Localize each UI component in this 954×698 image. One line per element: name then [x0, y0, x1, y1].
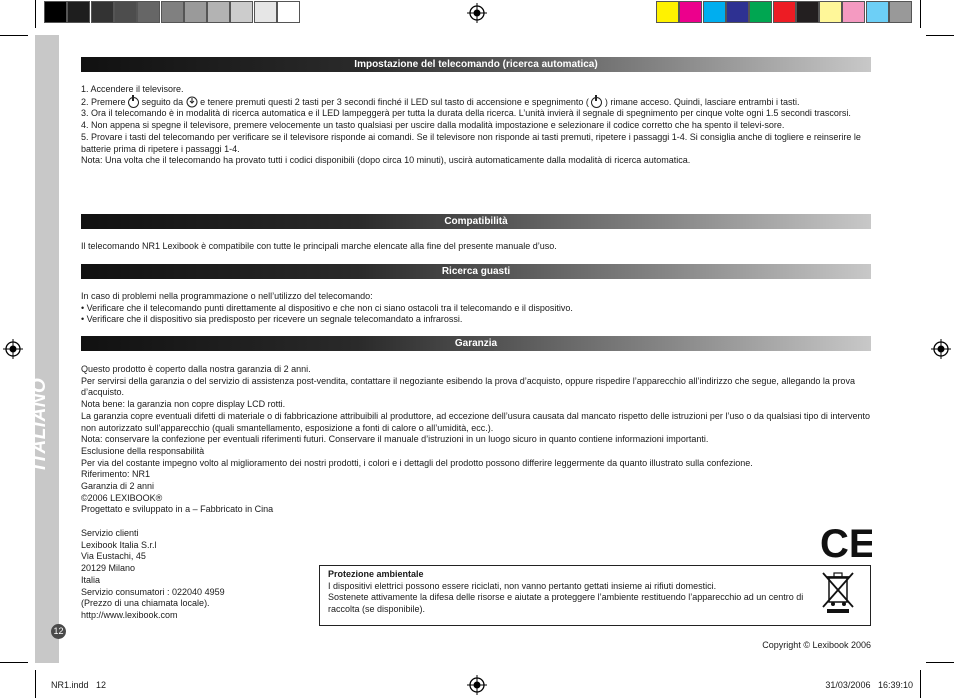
gray-swatch: [114, 1, 137, 23]
warranty-line: Riferimento: NR1: [81, 469, 151, 480]
gray-swatch: [44, 1, 67, 23]
color-swatch: [796, 1, 819, 23]
step2-text-b: seguito da: [141, 96, 184, 107]
warranty-line: Esclusione della responsabilità: [81, 445, 205, 456]
color-swatch: [749, 1, 772, 23]
step2-text-a: 2. Premere: [81, 96, 126, 107]
ce-mark-logo: [820, 524, 872, 562]
gray-swatch: [184, 1, 207, 23]
environment-title: [328, 569, 862, 581]
power-button-icon: [591, 97, 602, 108]
page-number: 12: [51, 624, 66, 639]
setup-note: Nota: Una volta che il telecomando ha provato tutti i codici disponibili (dopo circa 10 minuti), uscirà automaticamente dalla modalità di ricerca automatica.: [81, 155, 691, 166]
environment-line-1: I dispositivi elettrici possono essere riciclati, non vanno pertanto gettati insieme ai rifiuti domestici.: [328, 580, 717, 591]
registration-mark-icon: [467, 675, 487, 695]
warranty-line: Garanzia di 2 anni: [81, 481, 155, 492]
contact-line: Servizio clienti: [81, 528, 139, 538]
setup-step-1: 1. Accendere il televisore.: [81, 84, 184, 94]
crop-mark: [0, 35, 28, 36]
remote-setup-body: [81, 84, 871, 167]
copyright-notice: Copyright © Lexibook 2006: [762, 640, 871, 650]
color-swatch: [842, 1, 865, 23]
setup-step-2: [81, 96, 871, 109]
warranty-line: ©2006 LEXIBOOK®: [81, 492, 163, 503]
color-swatch: [656, 1, 679, 23]
color-swatch: [679, 1, 702, 23]
environment-title-text: Protezione ambientale: [328, 569, 424, 579]
troubleshooting-line: • Verificare che il dispositivo sia predisposto per ricevere un segnale telecomandato a infrarossi.: [81, 314, 463, 325]
environment-line-2: Sostenete attivamente la difesa delle risorse e aiutate a proteggere l’ambiente restituendo l’apparecchio ad un centro di raccolta (se disponibile).: [328, 592, 804, 614]
customer-service-contact: [81, 528, 311, 622]
crop-mark: [920, 0, 921, 28]
setup-button-icon: [186, 96, 198, 108]
warranty-line: La garanzia copre eventuali difetti di materiale o di fabbricazione attribuibili al produttore, ad eccezione dell’usura causata dal mancato rispetto delle istruzioni per l’uso o da qualsiasi tipo di intervento non autorizzato sull’apparecchio (quali smantellamento, esposizione a fonti di calore o all’umidità, ecc.).: [81, 410, 870, 433]
contact-line: Italia: [81, 574, 101, 585]
gray-swatch: [161, 1, 184, 23]
color-swatch: [726, 1, 749, 23]
color-swatch: [866, 1, 889, 23]
troubleshooting-line: • Verificare che il telecomando punti direttamente al dispositivo e che non ci siano ostacoli tra il telecomando e il dispositivo.: [81, 302, 573, 313]
step2-text-d: ) rimane acceso. Quindi, lasciare entrambi i tasti.: [604, 96, 800, 107]
crop-mark: [0, 662, 28, 663]
gray-swatch: [207, 1, 230, 23]
gray-swatch: [254, 1, 277, 23]
crop-mark: [35, 0, 36, 28]
gray-swatch: [277, 1, 300, 23]
color-swatch: [773, 1, 796, 23]
warranty-line: Nota: conservare la confezione per eventuali riferimenti futuri. Conservare il manuale d’istruzioni in un luogo sicuro in quanto contiene informazioni importanti.: [81, 434, 709, 445]
warranty-line: Per via del costante impegno volto al miglioramento dei nostri prodotti, i colori e i dettagli del prodotto possono differire leggermente da quanto illustrato sulla confezione.: [81, 457, 753, 468]
contact-line: Servizio consumatori : 022040 4959: [81, 586, 225, 597]
contact-line: Via Eustachi, 45: [81, 551, 146, 562]
gray-swatch: [137, 1, 160, 23]
registration-mark-icon: [931, 339, 951, 359]
warranty-line: Nota bene: la garanzia non copre display LCD rotti.: [81, 399, 286, 410]
contact-line: 20129 Milano: [81, 563, 136, 574]
color-swatch: [889, 1, 912, 23]
setup-step-3: 3. Ora il telecomando è in modalità di ricerca automatica e il LED lampeggerà per tutta la durata della ricerca. L’unità invierà il segnale di spegnimento per cinque volte ogni 1.5 secondi trascorsi.: [81, 108, 851, 119]
registration-mark-icon: [467, 3, 487, 23]
step2-text-c: e tenere premuti questi 2 tasti per 3 secondi finché il LED sul tasto di accensione e spegnimento (: [200, 96, 589, 107]
section-title-troubleshooting: Ricerca guasti: [81, 264, 871, 279]
file-slug: NR1.indd 12: [51, 680, 107, 690]
crop-mark: [926, 662, 954, 663]
section-title-remote-setup: Impostazione del telecomando (ricerca automatica): [81, 57, 871, 72]
setup-step-5: 5. Provare i tasti del telecomando per verificare se il televisore risponde ai comandi. Se il televisore non risponde ai tasti premuti, ripetere i passaggi 1-4. Si consiglia anche di togliere e reinserire le batterie prima di ripetere i passaggi 1-4.: [81, 131, 861, 154]
section-title-compatibility: Compatibilità: [81, 214, 871, 229]
registration-mark-icon: [3, 339, 23, 359]
ce-mark-text: CE: [820, 524, 872, 562]
crop-mark: [35, 670, 36, 698]
environmental-protection-box: [319, 565, 871, 626]
warranty-line: Per servirsi della garanzia o del servizio di assistenza post-vendita, contattare il negoziante esibendo la prova d’acquisto, oppure rispedire l’apparecchio all’indirizzo che segue, allegando la prova d’acquisto.: [81, 375, 855, 398]
crop-mark: [926, 35, 954, 36]
compatibility-text: Il telecomando NR1 Lexibook è compatibile con tutte le principali marche elencate alla fine del presente manuale d’uso.: [81, 241, 557, 251]
warranty-line: Questo prodotto è coperto dalla nostra garanzia di 2 anni.: [81, 364, 311, 374]
warranty-body: [81, 364, 871, 516]
print-timestamp: 31/03/2006 16:39:10: [825, 680, 913, 690]
crop-mark: [920, 670, 921, 698]
language-label: ITALIANO: [29, 377, 50, 470]
crossed-out-bin-icon: [820, 570, 856, 614]
setup-step-4: 4. Non appena si spegne il televisore, premere velocemente un tasto qualsiasi per uscire dalla modalità impostazione e selezionare il codice corretto che ha spento il televi-sore.: [81, 120, 785, 131]
contact-line: Lexibook Italia S.r.l: [81, 539, 157, 550]
warranty-line: Progettato e sviluppato in a – Fabbricato in Cina: [81, 504, 274, 515]
troubleshooting-body: [81, 291, 871, 326]
gray-swatch: [230, 1, 253, 23]
contact-line: (Prezzo di una chiamata locale).: [81, 598, 210, 609]
troubleshooting-line: In caso di problemi nella programmazione o nell’utilizzo del telecomando:: [81, 291, 373, 301]
ce-mark-icon: [820, 524, 872, 562]
gray-swatch: [67, 1, 90, 23]
color-swatch: [703, 1, 726, 23]
section-title-warranty: Garanzia: [81, 336, 871, 351]
website-link[interactable]: http://www.lexibook.com: [81, 609, 178, 620]
gray-swatch: [91, 1, 114, 23]
color-swatch: [819, 1, 842, 23]
power-button-icon: [128, 97, 139, 108]
